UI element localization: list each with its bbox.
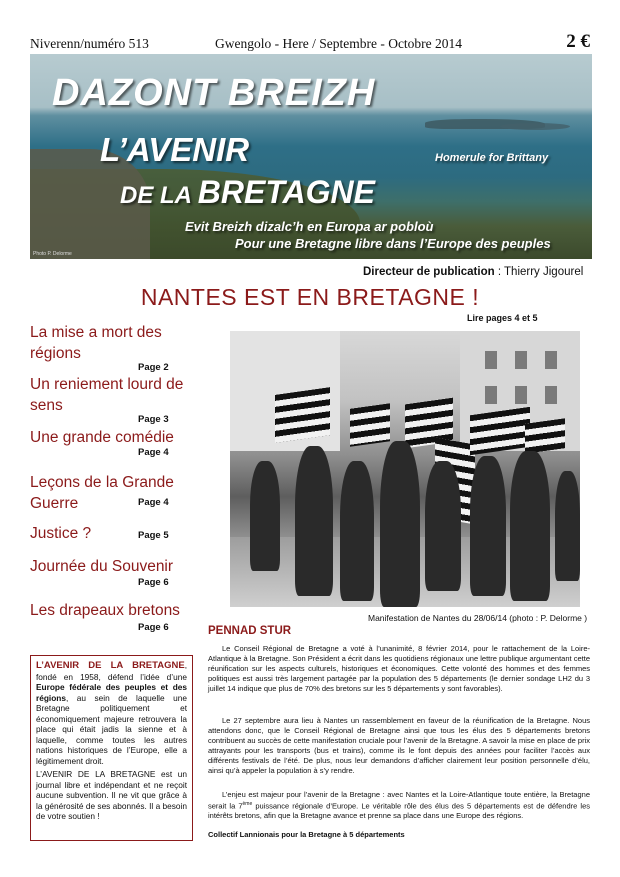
editorial-superscript: ème — [242, 800, 253, 807]
banner-photo-credit: Photo P. Delorme — [33, 251, 72, 257]
photo-gwenn-ha-du-flag — [470, 407, 530, 455]
banner-title-bretagne — [120, 174, 375, 211]
about-emphasis: Europe fédérale des peuples et des régions — [36, 682, 187, 703]
toc-item-title: Journée du Souvenir — [30, 558, 174, 575]
banner-islet-small — [500, 123, 570, 130]
toc-item-title: La mise a mort des régions — [30, 324, 162, 362]
banner-title-de-la: DE LA — [120, 182, 198, 209]
photo-window — [545, 386, 557, 404]
editorial-paragraph — [208, 790, 590, 821]
demonstration-photo — [230, 331, 580, 607]
toc-item-title: Justice ? — [30, 525, 92, 542]
editorial-paragraph: Le Conseil Régional de Bretagne a voté à l’unanimité, 8 février 2014, pour le rattachement de la Loire-Atlantique à la Bretagne. Son Président a écrit dans les quotidiens régionaux une lettre publique argumentant cette réunification sur les aspects culturels, historiques et économiques. Cette volonté des hommes et des femmes politiques est aussi très largement partagée par la population des 5 départements (le dernier sondage LH2 du 3 juillet 14 indique que plus de 70% des bretons sur les 5 départements y sont favorables). — [208, 644, 590, 693]
photo-window — [515, 386, 527, 404]
toc-item[interactable] — [30, 427, 205, 448]
editorial-body — [208, 716, 590, 775]
banner-tagline-french: Pour une Bretagne libre dans l’Europe des peuples — [235, 236, 551, 251]
toc-item-page: Page 6 — [138, 622, 169, 633]
banner-homerule: Homerule for Brittany — [435, 152, 549, 164]
banner-title-bretagne-word: BRETAGNE — [197, 174, 375, 210]
editorial-body — [208, 644, 590, 694]
photo-marcher — [425, 461, 461, 591]
photo-caption: Manifestation de Nantes du 28/06/14 (photo : P. Delorme ) — [368, 613, 588, 623]
toc-item-title: Un reniement lourd de sens — [30, 376, 184, 414]
issue-price: 2 € — [566, 31, 590, 52]
about-paragraph — [36, 660, 187, 766]
photo-marcher — [295, 446, 333, 596]
photo-window — [515, 351, 527, 369]
about-box — [30, 655, 193, 841]
toc-item[interactable] — [30, 374, 205, 416]
toc-item-page: Page 2 — [138, 362, 169, 373]
issue-dates: Gwengolo - Here / Septembre - Octobre 2014 — [215, 36, 463, 51]
toc-item-title: Les drapeaux bretons — [30, 602, 180, 619]
about-text: , au sein de laquelle une Bretagne politiquement et économiquement majeure retrouvera la place qui était jadis la sienne et à laquelle, comme toutes les autres nations historiques de l’Europe, elle a légitimement droit. — [36, 692, 187, 766]
toc-item-page: Page 4 — [138, 497, 169, 508]
masthead-info-line — [30, 31, 590, 54]
editorial-heading: PENNAD STUR — [208, 625, 292, 637]
publication-director — [363, 266, 583, 278]
about-text: , fondé en 1958, défend l’idée d’une — [36, 660, 187, 682]
banner-tagline-breton: Evit Breizh dizalc’h en Europa ar pobloù — [185, 219, 434, 234]
photo-window — [485, 386, 497, 404]
main-headline: NANTES EST EN BRETAGNE ! — [140, 284, 480, 310]
editorial-paragraph: Le 27 septembre aura lieu à Nantes un rassemblement en faveur de la réunification de la Bretagne. Nous attendons donc, que le Conseil Régional de Bretagne ainsi que tous les élus des 5 départements bretons contribuent au succès de cette manifestation cruciale pour l’avenir de la Bretagne. A savoir la mise en place de prix attrayants pour les transports (bus et trains), comme ils le font depuis des années pour faciliter l’accès aux différents festivals de l’été. De plus, nous leur demandons d’afficher clairement leur position personnelle d’élu, ainsi qu’à appeler la population à s’y rendre. — [208, 716, 590, 775]
about-title: L’AVENIR DE LA BRETAGNE — [36, 660, 185, 671]
photo-marcher — [380, 441, 420, 607]
editorial-text: L’enjeu est majeur pour l’avenir de la Bretagne : avec Nantes et la Loire-Atlantique toute entière, la Bretagne serait la 7 — [208, 790, 590, 811]
banner-title-dazont-breizh: DAZONT BREIZH — [52, 72, 376, 114]
photo-gwenn-ha-du-flag — [275, 387, 330, 443]
read-more-note: Lire pages 4 et 5 — [467, 313, 538, 323]
toc-item[interactable] — [30, 600, 205, 621]
editorial-signature: Collectif Lannionais pour la Bretagne à 5 départements — [208, 830, 405, 839]
issue-number: Niverenn/numéro 513 — [30, 36, 149, 51]
director-label: Directeur de publication — [363, 266, 495, 278]
editorial-text: puissance régionale d’Europe. Le véritable rôle des élus des 5 départements est de défendre les intérêts bretons, afin que la Bretagne avance et prenne sa place dans une Europe des régions. — [208, 801, 590, 821]
photo-window — [485, 351, 497, 369]
toc-item[interactable] — [30, 322, 205, 364]
toc-item-title: Leçons de la Grande Guerre — [30, 474, 174, 512]
photo-gwenn-ha-du-flag — [525, 418, 565, 454]
toc-item[interactable] — [30, 472, 205, 514]
toc-item-page: Page 4 — [138, 447, 169, 458]
photo-marcher — [340, 461, 374, 601]
toc-item-page: Page 3 — [138, 414, 169, 425]
toc-item[interactable] — [30, 523, 205, 544]
masthead-banner — [30, 54, 592, 259]
toc-item-title: Une grande comédie — [30, 429, 174, 446]
photo-gwenn-ha-du-flag — [350, 403, 390, 447]
photo-window — [545, 351, 557, 369]
photo-marcher — [470, 456, 506, 596]
about-paragraph: L’AVENIR DE LA BRETAGNE est un journal libre et indépendant et ne reçoit aucune subvention. Il ne vit que grâce à la générosité de ses abonnés. Il a besoin de votre soutien ! — [36, 769, 187, 821]
banner-title-avenir: L’AVENIR — [100, 131, 250, 168]
director-name: : Thierry Jigourel — [494, 266, 584, 278]
toc-item[interactable] — [30, 556, 200, 577]
photo-marcher — [510, 451, 550, 601]
toc-item-page: Page 5 — [138, 530, 169, 541]
photo-marcher — [250, 461, 280, 571]
toc-item-page: Page 6 — [138, 577, 169, 588]
photo-marcher — [555, 471, 580, 581]
editorial-body — [208, 790, 590, 821]
